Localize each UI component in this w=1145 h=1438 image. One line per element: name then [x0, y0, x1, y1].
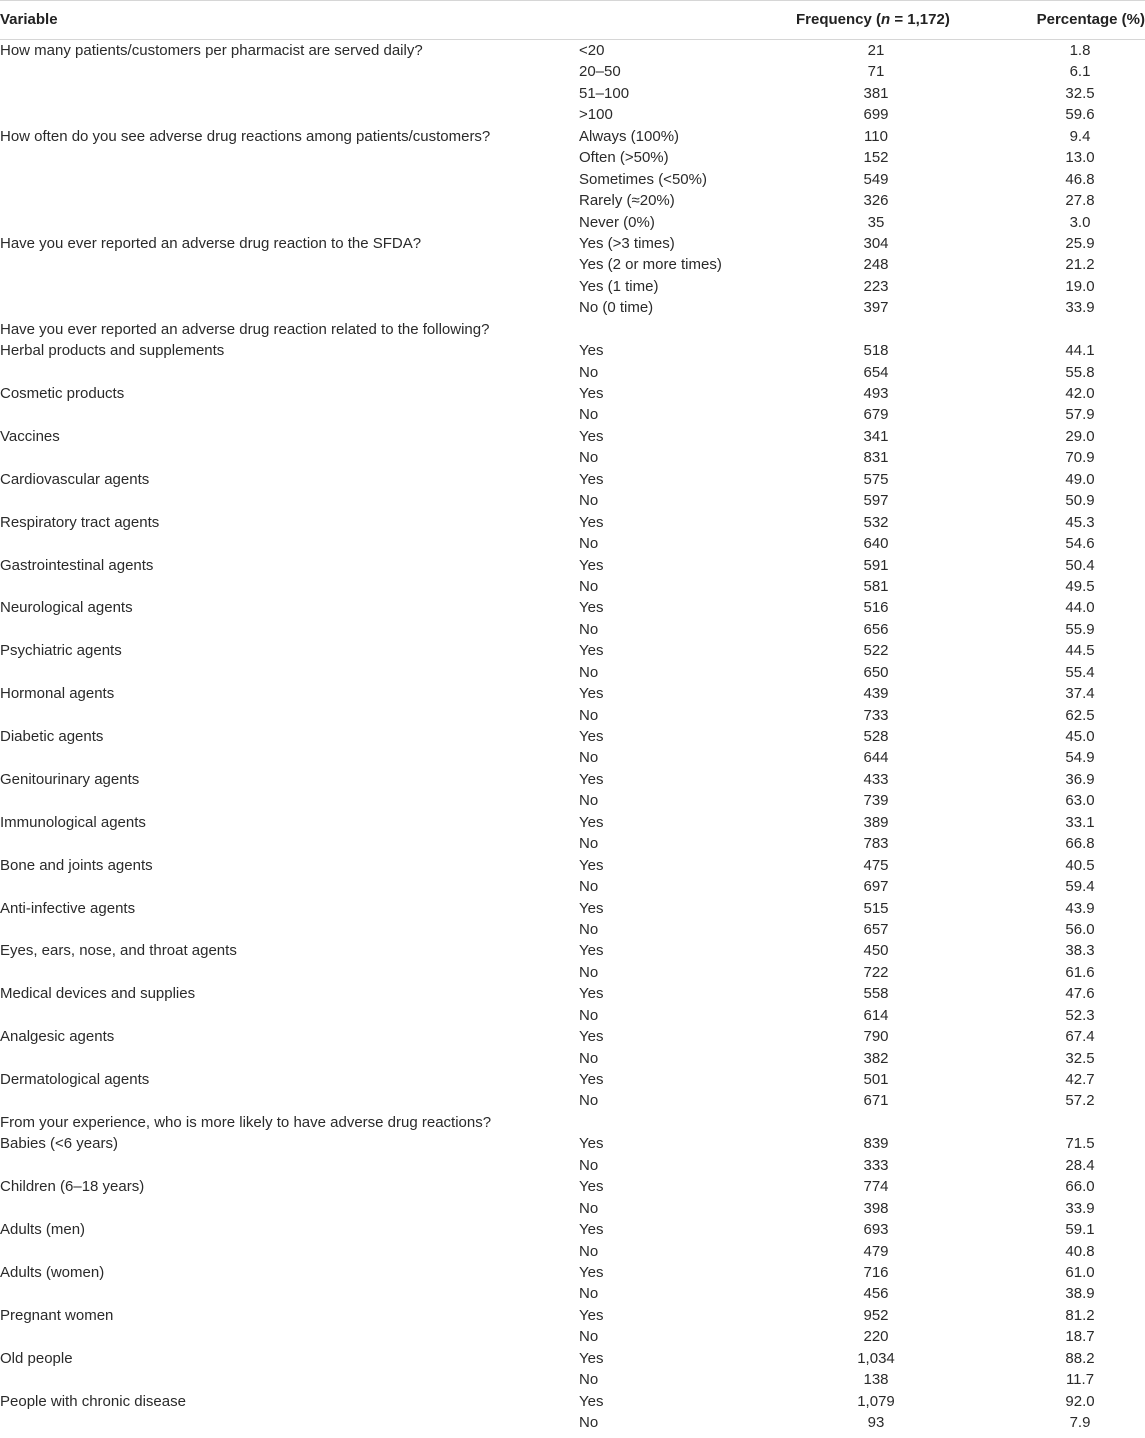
table-row — [0, 983, 1145, 1004]
table-row — [0, 1198, 1145, 1219]
cell-percentage: 66.0 — [1065, 1178, 1095, 1196]
cell-percentage: 44.0 — [1065, 599, 1095, 617]
cell-variable: Neurological agents — [0, 599, 133, 617]
cell-category: Yes (>3 times) — [579, 234, 675, 252]
table-row — [0, 490, 1145, 511]
cell-frequency: 398 — [863, 1199, 889, 1217]
table-row — [0, 1283, 1145, 1304]
cell-percentage: 6.1 — [1069, 63, 1091, 81]
cell-variable: Herbal products and supplements — [0, 342, 225, 360]
cell-percentage: 3.0 — [1069, 213, 1091, 231]
cell-category: Yes — [579, 1306, 604, 1324]
cell-category: No — [579, 1242, 599, 1260]
cell-frequency: 654 — [863, 363, 889, 381]
cell-percentage: 29.0 — [1065, 427, 1095, 445]
table-row — [0, 447, 1145, 468]
cell-percentage: 59.6 — [1065, 106, 1095, 124]
cell-percentage: 19.0 — [1065, 277, 1095, 295]
cell-percentage: 33.9 — [1065, 1199, 1095, 1217]
cell-variable: Have you ever reported an adverse drug reaction related to the following? — [0, 320, 490, 338]
table-row — [0, 147, 1145, 168]
cell-frequency: 248 — [863, 256, 889, 274]
table-row — [0, 1219, 1145, 1240]
table-row — [0, 576, 1145, 597]
cell-frequency: 439 — [863, 685, 889, 703]
cell-percentage: 88.2 — [1065, 1349, 1095, 1367]
cell-percentage: 42.7 — [1065, 1071, 1095, 1088]
cell-percentage: 32.5 — [1065, 84, 1095, 102]
cell-category: No — [579, 1199, 599, 1217]
cell-percentage: 44.5 — [1065, 642, 1095, 660]
cell-category: Yes — [579, 556, 604, 574]
table-row — [0, 597, 1145, 618]
cell-category: No — [579, 449, 599, 467]
cell-category: No — [579, 535, 599, 553]
cell-percentage: 45.0 — [1065, 728, 1095, 745]
cell-percentage: 21.2 — [1065, 256, 1095, 274]
table-row — [0, 812, 1145, 833]
cell-frequency: 640 — [863, 535, 889, 553]
cell-frequency: 644 — [863, 749, 889, 767]
cell-variable: Gastrointestinal agents — [0, 556, 154, 574]
cell-percentage: 54.9 — [1065, 749, 1095, 767]
table-row — [0, 898, 1145, 919]
cell-frequency: 93 — [867, 1414, 885, 1431]
cell-frequency: 326 — [863, 192, 889, 210]
table-row — [0, 833, 1145, 854]
cell-frequency: 35 — [867, 213, 885, 231]
cell-frequency: 697 — [863, 878, 889, 896]
cell-percentage: 38.3 — [1065, 942, 1095, 960]
cell-frequency: 518 — [863, 342, 889, 360]
cell-frequency: 21 — [867, 42, 885, 59]
cell-category: Yes — [579, 1392, 604, 1410]
cell-frequency: 831 — [863, 449, 889, 467]
cell-category: Yes — [579, 470, 604, 488]
cell-frequency — [830, 1112, 922, 1133]
cell-percentage: 37.4 — [1065, 685, 1095, 703]
table-row — [0, 297, 1145, 318]
cell-category: Yes — [579, 1349, 604, 1367]
cell-category: Yes (1 time) — [579, 277, 659, 295]
table-row — [0, 1412, 1145, 1433]
cell-percentage: 63.0 — [1065, 792, 1095, 810]
cell-variable: How often do you see adverse drug reactions among patients/customers? — [0, 127, 491, 145]
cell-frequency: 656 — [863, 620, 889, 638]
cell-variable: Anti-infective agents — [0, 899, 136, 917]
cell-category: Yes — [579, 427, 604, 445]
header-frequency-prefix: Frequency ( — [796, 11, 882, 28]
cell-frequency: 138 — [863, 1371, 889, 1389]
cell-frequency: 456 — [863, 1285, 889, 1303]
cell-variable: From your experience, who is more likely to have adverse drug reactions? — [0, 1113, 492, 1131]
cell-variable: Bone and joints agents — [0, 856, 153, 874]
cell-variable: Dermatological agents — [0, 1071, 150, 1088]
cell-frequency: 591 — [863, 556, 889, 574]
cell-category: Never (0%) — [579, 213, 655, 231]
table-row — [0, 190, 1145, 211]
cell-frequency: 679 — [863, 406, 889, 424]
cell-category: Yes — [579, 1071, 604, 1088]
cell-category: Yes — [579, 599, 604, 617]
table-row — [0, 1326, 1145, 1347]
table-row — [0, 1069, 1145, 1090]
table-row — [0, 169, 1145, 190]
cell-percentage: 54.6 — [1065, 535, 1095, 553]
cell-percentage: 25.9 — [1065, 234, 1095, 252]
header-variable: Variable — [0, 11, 58, 28]
table-row — [0, 1090, 1145, 1111]
cell-category: Yes — [579, 1135, 604, 1153]
cell-percentage: 27.8 — [1065, 192, 1095, 210]
table-row — [0, 83, 1145, 104]
cell-percentage: 1.8 — [1069, 42, 1091, 59]
cell-category: Yes — [579, 513, 604, 531]
table-row — [0, 1048, 1145, 1069]
cell-variable: Immunological agents — [0, 813, 146, 831]
cell-frequency: 475 — [863, 856, 889, 874]
cell-percentage: 44.1 — [1065, 342, 1095, 360]
cell-frequency: 774 — [863, 1178, 889, 1196]
table-row — [0, 1262, 1145, 1283]
cell-frequency: 516 — [863, 599, 889, 617]
cell-frequency: 515 — [863, 899, 889, 917]
cell-frequency: 341 — [863, 427, 889, 445]
cell-percentage: 46.8 — [1065, 170, 1095, 188]
cell-frequency: 223 — [863, 277, 889, 295]
cell-category: Yes — [579, 813, 604, 831]
cell-category: No — [579, 577, 599, 595]
cell-frequency: 110 — [864, 127, 888, 145]
cell-category: Yes — [579, 770, 604, 788]
cell-category: Yes — [579, 385, 604, 402]
cell-category: Often (>50%) — [579, 149, 669, 167]
cell-category: 20–50 — [579, 63, 621, 81]
cell-category: No — [579, 1049, 599, 1067]
cell-category: Always (100%) — [579, 127, 680, 145]
cell-category: Yes — [579, 685, 604, 703]
cell-variable: Genitourinary agents — [0, 770, 140, 788]
cell-frequency: 433 — [863, 770, 889, 788]
cell-frequency: 389 — [863, 813, 889, 831]
cell-variable: People with chronic disease — [0, 1392, 186, 1410]
cell-variable: Old people — [0, 1349, 73, 1367]
cell-variable: Children (6–18 years) — [0, 1178, 145, 1196]
cell-category: Yes — [579, 942, 604, 960]
table-header — [0, 0, 1145, 40]
table-row — [0, 61, 1145, 82]
cell-category: <20 — [579, 42, 605, 59]
cell-frequency: 152 — [863, 149, 889, 167]
cell-category: Yes — [579, 642, 604, 660]
cell-percentage: 59.4 — [1065, 878, 1095, 896]
table-row — [0, 1241, 1145, 1262]
cell-variable: Vaccines — [0, 427, 60, 445]
cell-category: Sometimes (<50%) — [579, 170, 707, 188]
cell-category: No — [579, 406, 599, 424]
cell-frequency: 614 — [863, 1006, 889, 1024]
cell-category: Yes — [579, 1028, 604, 1046]
cell-category: No — [579, 920, 599, 938]
cell-frequency: 657 — [863, 920, 889, 938]
cell-frequency: 381 — [863, 84, 889, 102]
table-row — [0, 40, 1145, 61]
table-row — [0, 362, 1145, 383]
table-row — [0, 426, 1145, 447]
cell-percentage: 57.9 — [1065, 406, 1095, 424]
cell-variable: Medical devices and supplies — [0, 985, 196, 1003]
cell-percentage: 62.5 — [1065, 706, 1095, 724]
cell-frequency: 716 — [863, 1263, 889, 1281]
cell-percentage: 59.1 — [1065, 1221, 1095, 1239]
cell-frequency: 528 — [863, 728, 889, 745]
cell-percentage: 28.4 — [1065, 1156, 1095, 1174]
cell-frequency: 581 — [863, 577, 889, 595]
cell-variable: Analgesic agents — [0, 1028, 115, 1046]
cell-percentage: 43.9 — [1065, 899, 1095, 917]
table-row — [0, 619, 1145, 640]
cell-frequency — [830, 319, 922, 340]
cell-category: Yes — [579, 856, 604, 874]
cell-variable: Diabetic agents — [0, 728, 104, 745]
cell-percentage: 55.9 — [1065, 620, 1095, 638]
table-row — [0, 662, 1145, 683]
table-row — [0, 383, 1145, 404]
cell-percentage: 50.9 — [1065, 492, 1095, 510]
table-row — [0, 1176, 1145, 1197]
table-row — [0, 1369, 1145, 1390]
cell-frequency: 333 — [863, 1156, 889, 1174]
cell-percentage: 71.5 — [1065, 1135, 1095, 1153]
header-frequency-n: n — [881, 11, 891, 28]
cell-percentage: 61.6 — [1065, 963, 1095, 981]
cell-percentage: 13.0 — [1065, 149, 1095, 167]
cell-frequency: 575 — [863, 470, 889, 488]
cell-category: No — [579, 492, 599, 510]
cell-frequency: 532 — [863, 513, 889, 531]
table-row — [0, 512, 1145, 533]
cell-frequency: 671 — [863, 1092, 889, 1110]
table-row — [0, 276, 1145, 297]
table-row — [0, 233, 1145, 254]
cell-percentage: 52.3 — [1065, 1006, 1095, 1024]
table-row — [0, 683, 1145, 704]
cell-category: No — [579, 749, 599, 767]
table-row — [0, 919, 1145, 940]
cell-frequency: 783 — [863, 835, 889, 853]
cell-category: Yes (2 or more times) — [579, 256, 722, 274]
cell-frequency: 699 — [863, 106, 889, 124]
table-row — [0, 340, 1145, 361]
cell-frequency: 650 — [863, 663, 889, 681]
cell-percentage: 57.2 — [1065, 1092, 1095, 1110]
cell-frequency: 722 — [863, 963, 889, 981]
cell-frequency: 522 — [863, 642, 889, 660]
cell-frequency: 479 — [863, 1242, 889, 1260]
cell-frequency: 450 — [863, 942, 889, 960]
cell-variable: Have you ever reported an adverse drug reaction to the SFDA? — [0, 234, 422, 252]
table-row — [0, 1348, 1145, 1369]
cell-category: No — [579, 835, 599, 853]
cell-frequency: 1,034 — [857, 1349, 895, 1367]
cell-variable: Pregnant women — [0, 1306, 114, 1324]
cell-percentage: 33.1 — [1065, 813, 1095, 831]
header-frequency-suffix: = 1,172) — [890, 11, 950, 28]
cell-frequency: 790 — [863, 1028, 889, 1046]
cell-category: No — [579, 363, 599, 381]
cell-percentage — [1040, 319, 1120, 340]
table-row — [0, 212, 1145, 233]
cell-percentage: 61.0 — [1065, 1263, 1095, 1281]
cell-category: Rarely (≈20%) — [579, 192, 675, 210]
table-row — [0, 1391, 1145, 1412]
cell-variable: Cardiovascular agents — [0, 470, 150, 488]
cell-category: No — [579, 1006, 599, 1024]
table-row — [0, 769, 1145, 790]
cell-category: Yes — [579, 342, 604, 360]
cell-percentage: 92.0 — [1065, 1392, 1095, 1410]
cell-percentage: 9.4 — [1069, 127, 1091, 145]
cell-category: No — [579, 1328, 599, 1346]
table-row — [0, 726, 1145, 747]
table-row — [0, 1155, 1145, 1176]
table-row — [0, 1005, 1145, 1026]
cell-percentage: 7.9 — [1069, 1414, 1091, 1431]
cell-variable: Adults (women) — [0, 1263, 105, 1281]
table-row — [0, 104, 1145, 125]
cell-frequency: 549 — [863, 170, 889, 188]
cell-variable: Cosmetic products — [0, 385, 125, 402]
cell-category: No — [579, 663, 599, 681]
cell-percentage: 32.5 — [1065, 1049, 1095, 1067]
cell-category: Yes — [579, 1263, 604, 1281]
cell-frequency: 220 — [863, 1328, 889, 1346]
cell-variable: Babies (<6 years) — [0, 1135, 118, 1153]
cell-variable: Eyes, ears, nose, and throat agents — [0, 942, 237, 960]
cell-frequency: 693 — [863, 1221, 889, 1239]
cell-frequency: 397 — [863, 299, 889, 317]
cell-category: No — [579, 963, 599, 981]
cell-category: Yes — [579, 899, 604, 917]
cell-percentage: 55.4 — [1065, 663, 1095, 681]
cell-variable: Hormonal agents — [0, 685, 115, 703]
cell-percentage: 11.7 — [1065, 1371, 1095, 1389]
cell-percentage: 50.4 — [1065, 556, 1095, 574]
cell-percentage: 49.0 — [1065, 470, 1095, 488]
cell-category: Yes — [579, 1178, 604, 1196]
cell-variable: How many patients/customers per pharmacist are served daily? — [0, 42, 423, 59]
cell-variable: Psychiatric agents — [0, 642, 122, 660]
cell-percentage: 70.9 — [1065, 449, 1095, 467]
cell-category: No — [579, 1371, 599, 1389]
cell-frequency: 1,079 — [857, 1392, 895, 1410]
table-row — [0, 790, 1145, 811]
cell-percentage: 66.8 — [1065, 835, 1095, 853]
cell-percentage: 55.8 — [1065, 363, 1095, 381]
cell-percentage: 18.7 — [1065, 1328, 1095, 1346]
cell-frequency: 952 — [863, 1306, 889, 1324]
cell-category: No — [579, 620, 599, 638]
table-row — [0, 319, 1145, 340]
table-row — [0, 1133, 1145, 1154]
cell-frequency: 304 — [863, 234, 889, 252]
table-row — [0, 555, 1145, 576]
header-frequency — [796, 1, 950, 39]
table-row — [0, 1112, 1145, 1133]
cell-category: 51–100 — [579, 84, 630, 102]
table-row — [0, 404, 1145, 425]
cell-frequency: 839 — [863, 1135, 889, 1153]
cell-frequency: 739 — [863, 792, 889, 810]
table-row — [0, 876, 1145, 897]
cell-percentage — [1040, 1112, 1120, 1133]
cell-frequency: 493 — [863, 385, 889, 402]
cell-variable: Adults (men) — [0, 1221, 86, 1239]
cell-category: No — [579, 878, 599, 896]
cell-frequency: 733 — [863, 706, 889, 724]
table-row — [0, 705, 1145, 726]
table-row — [0, 533, 1145, 554]
cell-percentage: 49.5 — [1065, 577, 1095, 595]
cell-category: Yes — [579, 1221, 604, 1239]
cell-category: No — [579, 1156, 599, 1174]
cell-category: >100 — [579, 106, 613, 124]
table-row — [0, 747, 1145, 768]
cell-category: No — [579, 1285, 599, 1303]
cell-category: No — [579, 1414, 599, 1431]
cell-frequency: 501 — [863, 1071, 889, 1088]
table-body — [0, 40, 1145, 1433]
cell-percentage: 40.8 — [1065, 1242, 1095, 1260]
cell-frequency: 558 — [863, 985, 889, 1003]
cell-category: No — [579, 792, 599, 810]
table-row — [0, 855, 1145, 876]
cell-frequency: 597 — [863, 492, 889, 510]
cell-percentage: 36.9 — [1065, 770, 1095, 788]
cell-percentage: 67.4 — [1065, 1028, 1095, 1046]
table-row — [0, 126, 1145, 147]
cell-category: Yes — [579, 985, 604, 1003]
table-row — [0, 640, 1145, 661]
header-percentage: Percentage (%) — [1036, 11, 1145, 28]
cell-percentage: 45.3 — [1065, 513, 1095, 531]
cell-percentage: 33.9 — [1065, 299, 1095, 317]
table-row — [0, 962, 1145, 983]
table-row — [0, 940, 1145, 961]
cell-percentage: 42.0 — [1065, 385, 1095, 402]
table-row — [0, 254, 1145, 275]
cell-category: No (0 time) — [579, 299, 654, 317]
table-row — [0, 1305, 1145, 1326]
cell-percentage: 81.2 — [1065, 1306, 1095, 1324]
cell-frequency: 382 — [863, 1049, 889, 1067]
cell-frequency: 71 — [867, 63, 885, 81]
cell-category: Yes — [579, 728, 604, 745]
cell-category: No — [579, 706, 599, 724]
cell-percentage: 38.9 — [1065, 1285, 1095, 1303]
table-row — [0, 469, 1145, 490]
cell-percentage: 40.5 — [1065, 856, 1095, 874]
cell-variable: Respiratory tract agents — [0, 513, 160, 531]
table-row — [0, 1026, 1145, 1047]
cell-category: No — [579, 1092, 599, 1110]
cell-percentage: 47.6 — [1065, 985, 1095, 1003]
cell-percentage: 56.0 — [1065, 920, 1095, 938]
